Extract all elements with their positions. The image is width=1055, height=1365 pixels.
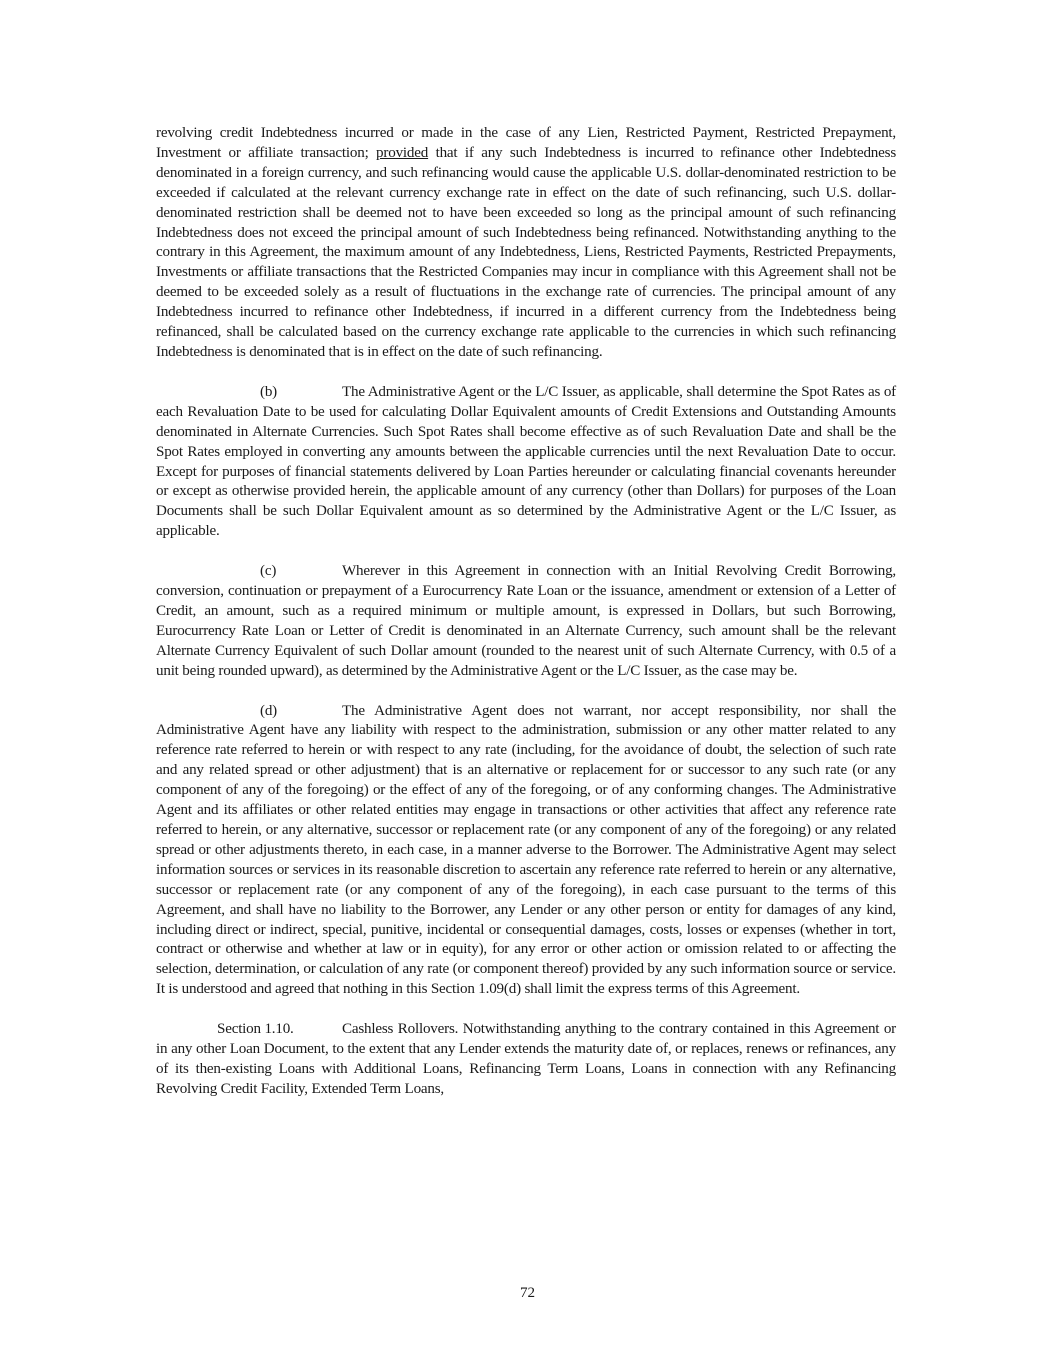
clause-c-text: Wherever in this Agreement in connection with an Initial Revolving Credit Borrowing, conversion, continuation or prepayment of a Eurocurrency Rate Loan or the issuance, amendment or extension of a Letter of Credit, an amount, such as a required minimum or multiple amount, is expressed in Dollars, but such Borrowing, Eurocurrency Rate Loan or Letter of Credit is denominated in an Alternate Currency, such amount shall be the relevant Alternate Currency Equivalent of such Dollar amount (rounded to the nearest unit of such Alternate Currency, with 0.5 of a unit being rounded upward), as determined by the Administrative Agent or the L/C Issuer, as the case may be. bbox=[156, 563, 896, 679]
paragraph-continuation-text-end: that if any such Indebtedness is incurred to refinance other Indebtedness denominated in a foreign currency, and such refinancing would cause the applicable U.S. dollar-denominated restriction to be exceeded if calculated at the relevant currency exchange rate in effect on the date of such refinancing, such U.S. dollar-denominated restriction shall be deemed not to have been exceeded so long as the principal amount of such refinancing Indebtedness does not exceed the principal amount of such Indebtedness being refinanced. Notwithstanding anything to the contrary in this Agreement, the maximum amount of any Indebtedness, Liens, Restricted Payments, Restricted Prepayments, Investments or affiliate transactions that the Restricted Companies may incur in compliance with this Agreement shall not be deemed to be exceeded solely as a result of fluctuations in the exchange rate of currencies. The principal amount of any Indebtedness incurred to refinance other Indebtedness, if incurred in a different currency from the Indebtedness being refinanced, shall be calculated based on the currency exchange rate applicable to the currencies in which such refinancing Indebtedness is denominated that is in effect on the date of such refinancing. bbox=[156, 144, 896, 360]
paragraph-continuation-text-start: revolving credit Indebtedness incurred or made in the case of any Lien, Restricted Payment, Restricted Prepayment, Investment or affiliate transaction; bbox=[156, 125, 896, 161]
clause-b-text: The Administrative Agent or the L/C Issuer, as applicable, shall determine the Spot Rates as of each Revaluation Date to be used for calculating Dollar Equivalent amounts of Credit Extensions and Outstanding Amounts denominated in Alternate Currencies. Such Spot Rates shall become effective as of such Revaluation Date and shall be the Spot Rates employed in converting any amounts between the applicable currencies until the next Revaluation Date to occur. Except for purposes of financial statements delivered by Loan Parties hereunder or calculating financial covenants hereunder or except as otherwise provided herein, the applicable amount of any currency (other than Dollars) for purposes of the Loan Documents shall be such Dollar Equivalent amount as so determined by the Administrative Agent or the L/C Issuer, as applicable. bbox=[156, 383, 896, 540]
page-number: 72 bbox=[519, 1285, 536, 1301]
clause-b-label: (b) bbox=[260, 383, 277, 400]
section-1-10 bbox=[156, 1020, 896, 1100]
clause-d-text: The Administrative Agent does not warrant, nor accept responsibility, nor shall the Administrative Agent have any liability with respect to the administration, submission or any other matter related to any reference rate referred to herein or with respect to any rate (including, for the avoidance of doubt, the selection of such rate and any related spread or other adjustment) that is an alternative or replacement for or successor to any such rate (or any component of any of the foregoing) or the effect of any of the foregoing, or of any conforming changes. The Administrative Agent and its affiliates or other related entities may engage in transactions or other activities that affect any reference rate referred to herein, or any alternative, successor or replacement rate (or any component of any of the foregoing) or any related spread or other adjustments thereto, in each case, in a manner adverse to the Borrower. The Administrative Agent may select information sources or services in its reasonable discretion to ascertain any reference rate referred to herein or any alternative, successor or replacement rate (or any component of any of the foregoing), in each case pursuant to the terms of this Agreement, and shall have no liability to the Borrower, any Lender or any other person or entity for damages of any kind, including direct or indirect, special, punitive, incidental or consequential damages, costs, losses or expenses (whether in tort, contract or otherwise and whether at law or in equity), for any error or other action or omission related to or affecting the selection, determination, or calculation of any rate (or component thereof) provided by any such information source or service. It is understood and agreed that nothing in this Section 1.09(d) shall limit the express terms of this Agreement. bbox=[156, 702, 896, 998]
section-1-10-text: Notwithstanding anything to the contrary contained in this Agreement or in any other Loan Document, to the extent that any Lender extends the maturity date of, or replaces, renews or refinances, any of its then-existing Loans with Additional Loans, Refinancing Term Loans, Loans in connection with any Refinancing Revolving Credit Facility, Extended Term Loans, bbox=[156, 1021, 896, 1097]
clause-d bbox=[156, 702, 896, 1001]
clause-c bbox=[156, 562, 896, 681]
provided-term: provided bbox=[376, 144, 429, 161]
paragraph-continuation bbox=[156, 124, 896, 363]
section-1-10-number: Section 1.10. bbox=[217, 1021, 294, 1038]
section-1-10-heading: Cashless Rollovers. bbox=[342, 1021, 459, 1038]
clause-c-label: (c) bbox=[260, 563, 277, 580]
document-body bbox=[156, 124, 896, 1120]
clause-b bbox=[156, 383, 896, 542]
clause-d-label: (d) bbox=[260, 702, 277, 719]
